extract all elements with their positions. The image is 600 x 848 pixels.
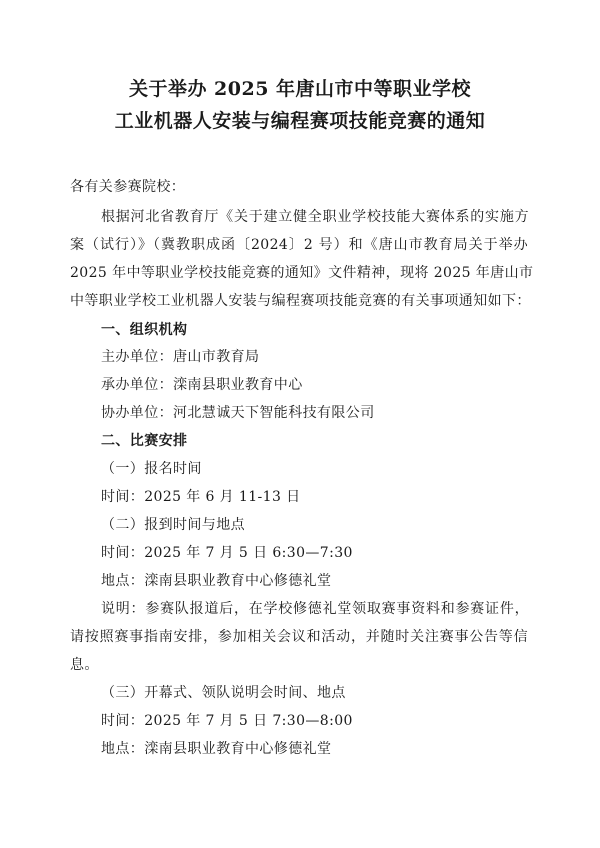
opening-time: 时间：2025 年 7 月 5 日 7:30—8:00 — [101, 713, 353, 729]
intro-line-4: 中等职业学校工业机器人安装与编程赛项技能竞赛的有关事项通知如下： — [70, 293, 531, 309]
checkin-note-line-2: 请按照赛事指南安排，参加相关会议和活动，并随时关注赛事公告等信 — [70, 629, 528, 645]
host-unit: 主办单位：唐山市教育局 — [101, 349, 260, 365]
registration-heading: （一）报名时间 — [101, 461, 202, 477]
checkin-time: 时间：2025 年 7 月 5 日 6:30—7:30 — [101, 545, 353, 561]
document-title-line1: 关于举办 2025 年唐山市中等职业学校 — [128, 78, 472, 100]
document-title-line2: 工业机器人安装与编程赛项技能竞赛的通知 — [114, 110, 486, 132]
checkin-place: 地点：滦南县职业教育中心修德礼堂 — [101, 573, 332, 589]
section2-heading: 二、比赛安排 — [101, 433, 188, 449]
section1-heading: 一、组织机构 — [101, 322, 188, 338]
salutation: 各有关参赛院校： — [70, 179, 186, 195]
intro-line-1: 根据河北省教育厅《关于建立健全职业学校技能大赛体系的实施方 — [101, 209, 529, 225]
organizer-unit: 承办单位：滦南县职业教育中心 — [101, 377, 303, 393]
intro-line-2: 案（试行）》（冀教职成函〔2024〕2 号）和《唐山市教育局关于举办 — [70, 237, 528, 253]
intro-line-3: 2025 年中等职业学校技能竞赛的通知》文件精神，现将 2025 年唐山市 — [70, 265, 534, 281]
opening-heading: （三）开幕式、领队说明会时间、地点 — [101, 685, 346, 701]
co-organizer-unit: 协办单位：河北慧诚天下智能科技有限公司 — [101, 405, 375, 421]
checkin-heading: （二）报到时间与地点 — [101, 517, 245, 533]
registration-time: 时间：2025 年 6 月 11-13 日 — [101, 489, 301, 505]
checkin-note-line-1: 说明：参赛队报道后，在学校修德礼堂领取赛事资料和参赛证件， — [101, 601, 529, 617]
checkin-note-line-3: 息。 — [70, 657, 99, 673]
opening-place: 地点：滦南县职业教育中心修德礼堂 — [101, 741, 332, 757]
